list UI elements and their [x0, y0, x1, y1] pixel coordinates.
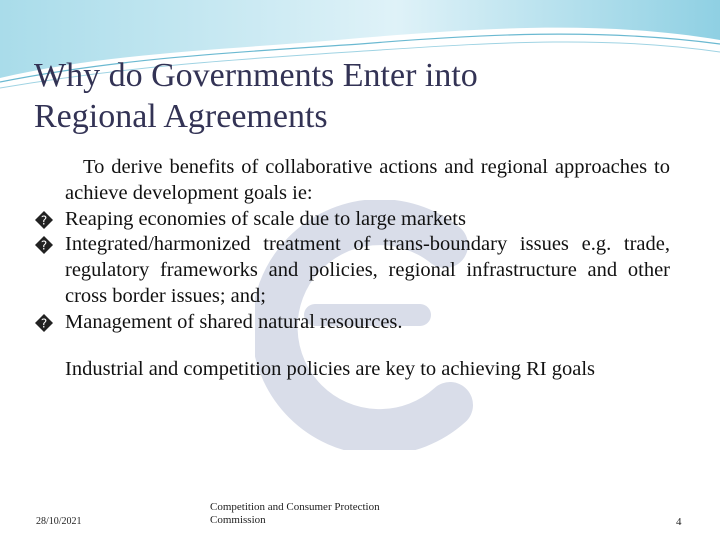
intro-paragraph: To derive benefits of collaborative actions and regional approaches to achieve development goals ie: [65, 156, 670, 204]
bullet-item [34, 207, 670, 233]
bullet-item [34, 310, 670, 336]
bullet-text: Management of shared natural resources. [65, 310, 403, 333]
page-number: 4 [676, 516, 682, 528]
title-line-2: Regional Agreements [34, 97, 328, 135]
svg-text:?: ? [40, 238, 48, 253]
svg-text:?: ? [40, 213, 48, 228]
bullet-text: Integrated/harmonized treatment of trans-boundary issues e.g. trade, regulatory frameworks and policies, regional infrastructure and other cross border issues; and; [65, 233, 670, 308]
slide-title [34, 56, 684, 138]
missing-glyph-icon [34, 235, 54, 255]
missing-glyph-icon [34, 313, 54, 333]
footer-org-line-2: Commission [210, 514, 266, 527]
title-line-1: Why do Governments Enter into [34, 57, 478, 94]
footer-date: 28/10/2021 [36, 516, 82, 527]
missing-glyph-icon [34, 210, 54, 230]
footer-organization [210, 501, 380, 527]
bullet-text: Reaping economies of scale due to large markets [65, 207, 466, 230]
svg-text:?: ? [40, 316, 48, 331]
bullet-item [34, 232, 670, 309]
slide-body [34, 155, 670, 383]
closing-paragraph: Industrial and competition policies are key to achieving RI goals [65, 357, 596, 380]
footer-org-line-1: Competition and Consumer Protection [210, 501, 380, 513]
